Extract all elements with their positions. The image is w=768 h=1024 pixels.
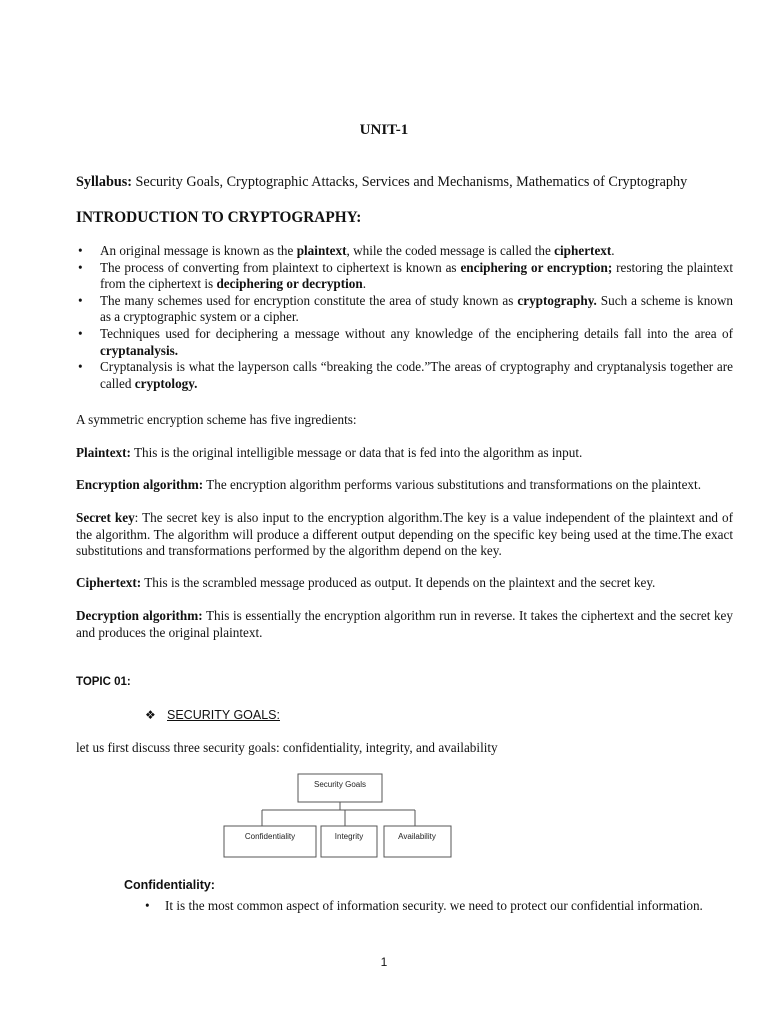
bullet-item [76, 293, 733, 326]
bullet-text: Such a scheme is known as a cryptographic system or a cipher. [100, 292, 733, 325]
bullet-text: The process of converting from plaintext to ciphertext is known as [100, 259, 461, 275]
bullet-bold: cryptanalysis. [100, 342, 179, 358]
bullet-item [76, 326, 733, 359]
page-number: 1 [380, 955, 388, 969]
bullet-bold: cryptology. [134, 375, 198, 391]
diagram-child-box [224, 826, 316, 857]
diagram-child-label: Confidentiality [244, 832, 296, 841]
bullet-bold: enciphering or encryption; [460, 259, 613, 275]
definition-term: Plaintext: [76, 445, 131, 460]
confidentiality-heading: Confidentiality: [124, 878, 215, 892]
bullet-text: . [362, 276, 367, 292]
bullet-item [76, 243, 733, 260]
syllabus-text: Security Goals, Cryptographic Attacks, Services and Mechanisms, Mathematics of Cryptography [132, 174, 688, 190]
definition-decryption-algorithm [76, 608, 733, 641]
definition-term: Ciphertext: [76, 575, 142, 590]
definition-secret-key [76, 510, 733, 560]
bullet-text: restoring the plaintext from the ciphertext is [100, 259, 734, 292]
definition-term: Encryption algorithm: [76, 477, 204, 492]
bullet-text: , while the coded message is called the [346, 243, 555, 258]
bullet-bold: cryptography. [517, 292, 597, 308]
definition-text: This is essentially the encryption algorithm run in reverse. It takes the ciphertext and the secret key and produces the original plaintext. [76, 608, 733, 640]
ingredients-intro: A symmetric encryption scheme has five ingredients: [76, 412, 357, 427]
bullet-text: Techniques used for deciphering a message without any knowledge of the enciphering details fall into the area of [100, 325, 733, 341]
bullet-text: . [611, 243, 615, 258]
security-goals-diagram [220, 770, 455, 862]
bullet-bold: deciphering or decryption [216, 276, 363, 292]
diagram-root-label: Security Goals [313, 780, 367, 789]
bullet-text: The many schemes used for encryption constitute the area of study known as [100, 292, 518, 308]
bullet-text: An original message is known as the [100, 243, 297, 258]
diagram-child-label: Availability [398, 832, 436, 841]
bullet-bold: plaintext [296, 243, 347, 258]
syllabus-line [76, 174, 736, 191]
diagram-child-label: Integrity [334, 832, 364, 841]
diamond-bullet-icon: ❖ [145, 708, 156, 722]
definition-ciphertext [76, 575, 733, 592]
bullet-item: • It is the most common aspect of information security. we need to protect our confidential information. [145, 898, 745, 914]
definition-plaintext [76, 445, 733, 462]
bullet-bold: ciphertext [554, 243, 612, 258]
security-goals-heading [145, 708, 280, 722]
topic-label: TOPIC 01: [76, 676, 131, 688]
unit-title: UNIT-1 [359, 122, 409, 138]
definition-text: This is the scrambled message produced as output. It depends on the plaintext and the secret key. [141, 575, 656, 590]
bullet-item [76, 260, 733, 293]
definition-encryption-algorithm [76, 477, 733, 494]
definition-term: Secret key [76, 510, 135, 525]
diagram-child-box [321, 826, 377, 857]
intro-heading: INTRODUCTION TO CRYPTOGRAPHY: [76, 209, 362, 226]
definition-text: This is the original intelligible message or data that is fed into the algorithm as input. [130, 445, 583, 460]
definition-term: Decryption algorithm: [76, 608, 203, 623]
bullet-text: Cryptanalysis is what the layperson calls “breaking the code.”The areas of cryptography and cryptanalysis together are called [100, 359, 733, 391]
definition-text: The encryption algorithm performs various substitutions and transformations on the plaintext. [203, 477, 701, 492]
definition-text: : The secret key is also input to the encryption algorithm.The key is a value independent of the plaintext and of the algorithm. The algorithm will produce a different output depending on the specific key being used at the time.The exact substitutions and transformations performed by the algorithm depend on the key. [76, 510, 733, 559]
confidentiality-bullet-list [145, 898, 745, 914]
diagram-child-box [384, 826, 451, 857]
syllabus-label: Syllabus: [76, 174, 132, 190]
goals-intro: let us first discuss three security goals: confidentiality, integrity, and availability [76, 740, 498, 755]
security-goals-tree [220, 770, 455, 862]
security-goals-label: SECURITY GOALS: [167, 708, 280, 722]
bullet-item [76, 359, 733, 392]
intro-bullet-list [76, 243, 733, 392]
